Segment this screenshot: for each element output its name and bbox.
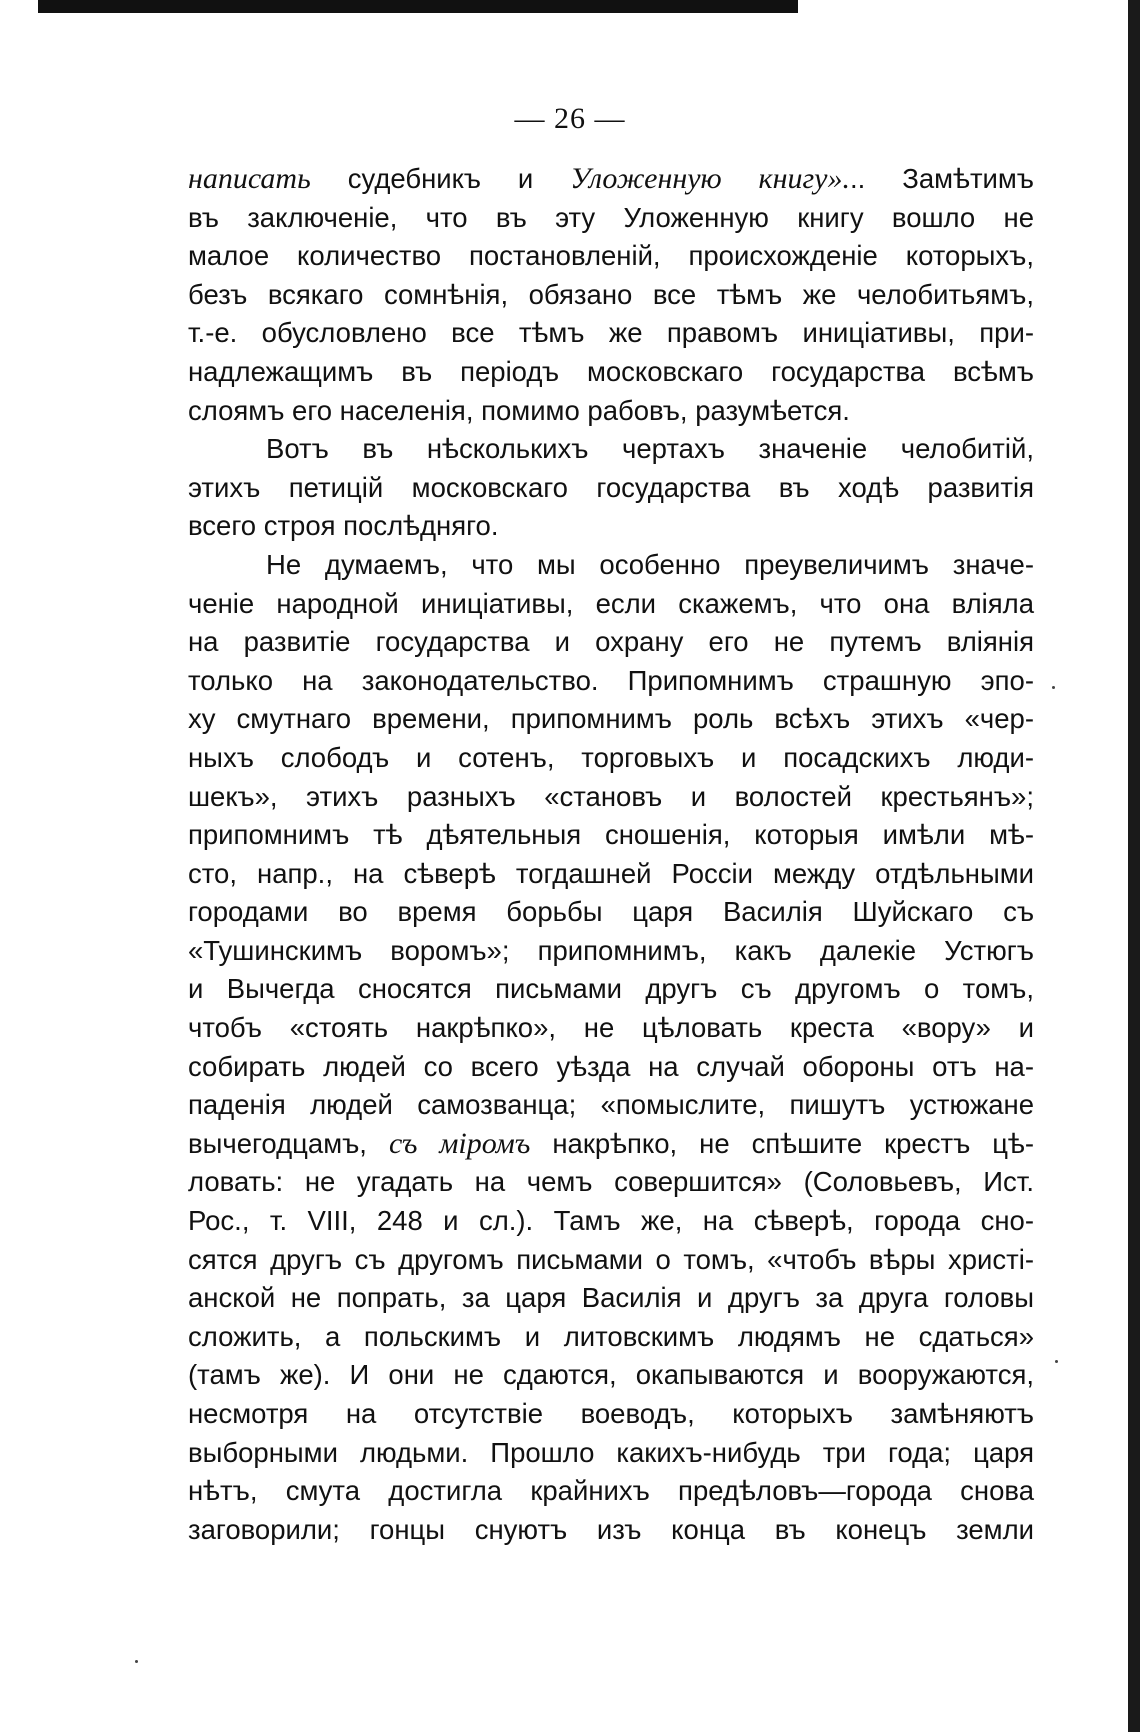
text-run: (тамъ же). И они не сдаются, окапываются и вооружаются, <box>188 1359 1034 1391</box>
text-line <box>188 237 1034 276</box>
text-line <box>188 507 1034 546</box>
top-border-rule <box>38 0 798 10</box>
text-run: этихъ петицій московскаго государства въ ходѣ развитія <box>188 471 1034 503</box>
text-line <box>188 816 1034 855</box>
text-line <box>188 276 1034 315</box>
text-line <box>188 1241 1034 1280</box>
text-run: сто, напр., на сѣверѣ тогдашней Россіи между отдѣльными <box>188 857 1034 889</box>
text-run: несмотря на отсутствіе воеводъ, которыхъ замѣняютъ <box>188 1398 1034 1429</box>
text-run: малое количество постановленій, происхожденіе которыхъ, <box>188 240 1034 272</box>
text-run: «Тушинскимъ воромъ»; припомнимъ, какъ далекіе Устюгъ <box>188 934 1034 966</box>
text-run: надлежащимъ въ періодъ московскаго государства всѣмъ <box>188 355 1034 387</box>
text-run: шекъ», этихъ разныхъ «становъ и волостей крестьянъ»; <box>188 780 1034 812</box>
text-run: всего строя послѣдняго. <box>188 510 499 542</box>
text-run: сложить, а польскимъ и литовскимъ людямъ не сдаться» <box>188 1320 1034 1352</box>
text-line <box>188 1472 1034 1511</box>
text-run: Рос., т. VIII, 248 и сл.). Тамъ же, на сѣверѣ, города сно- <box>188 1205 1034 1237</box>
body-text <box>188 160 1034 1549</box>
text-run: ху смутнаго времени, припомнимъ роль всѣхъ этихъ «чер- <box>188 703 1034 735</box>
text-run: городами во время борьбы царя Василія Шуйскаго съ <box>188 896 1034 928</box>
text-run: безъ всякаго сомнѣнія, обязано все тѣмъ же челобитьямъ, <box>188 278 1034 310</box>
text-run: анской не попрать, за царя Василія и другъ за друга головы <box>188 1282 1034 1314</box>
text-run: .. Замѣтимъ <box>850 163 1034 194</box>
text-line <box>188 778 1034 817</box>
text-line <box>188 353 1034 392</box>
text-run: т.-е. обусловлено все тѣмъ же правомъ иниціативы, при- <box>188 317 1034 349</box>
text-line <box>188 469 1034 508</box>
text-line <box>188 430 1034 469</box>
text-line <box>188 1279 1034 1318</box>
text-run: припомнимъ тѣ дѣятельныя сношенія, которыя имѣли мѣ- <box>188 819 1034 851</box>
text-run: судебникъ и <box>310 163 571 194</box>
text-line <box>188 199 1034 238</box>
text-run: Вотъ въ нѣсколькихъ чертахъ значеніе челобитій, <box>266 433 1034 465</box>
text-line <box>188 1048 1034 1087</box>
text-run: собирать людей со всего уѣзда на случай обороны отъ на- <box>188 1050 1034 1082</box>
text-run: чтобъ «стоять накрѣпко», не цѣловать креста «вору» и <box>188 1012 1034 1044</box>
text-line <box>188 1356 1034 1395</box>
top-border-rule-thin <box>38 10 798 13</box>
text-line <box>188 623 1034 662</box>
text-line <box>188 1009 1034 1048</box>
text-run: выборными людьми. Прошло какихъ-нибудь три года; царя <box>188 1436 1034 1468</box>
text-run: нѣтъ, смута достигла крайнихъ предѣловъ—города снова <box>188 1475 1034 1507</box>
scan-speck <box>135 1660 138 1663</box>
text-run: паденія людей самозванца; «помыслите, пишутъ устюжане <box>188 1089 1034 1121</box>
text-line <box>188 1086 1034 1125</box>
text-line <box>188 160 1034 199</box>
text-line <box>188 314 1034 353</box>
italic-text: съ міромъ <box>388 1126 531 1160</box>
text-line <box>188 700 1034 739</box>
italic-text: написать <box>188 162 311 195</box>
text-line <box>188 1395 1034 1434</box>
text-line <box>188 1318 1034 1357</box>
text-line <box>188 1163 1034 1202</box>
text-line <box>188 1202 1034 1241</box>
scan-edge-shadow <box>1128 0 1140 1732</box>
scan-speck <box>1055 1360 1058 1363</box>
text-run: и Вычегда сносятся письмами другъ съ другомъ о томъ, <box>188 973 1034 1005</box>
text-run: въ заключеніе, что въ эту Уложенную книгу вошло не <box>188 201 1034 233</box>
text-line <box>188 932 1034 971</box>
text-line <box>188 1434 1034 1473</box>
text-line <box>188 1125 1034 1164</box>
scan-speck <box>1052 686 1055 689</box>
text-run: накрѣпко, не спѣшите крестъ цѣ- <box>530 1127 1035 1159</box>
text-run: ченіе народной иниціативы, если скажемъ, что она вліяла <box>188 587 1034 619</box>
text-line <box>188 662 1034 701</box>
text-line <box>188 585 1034 624</box>
text-line <box>188 739 1034 778</box>
text-line <box>188 970 1034 1009</box>
text-run: только на законодательство. Припомнимъ страшную эпо- <box>188 664 1034 696</box>
text-run: Не думаемъ, что мы особенно преувеличимъ значе- <box>266 548 1034 580</box>
page-number: — 26 — <box>514 102 626 135</box>
text-run: ловать: не угадать на чемъ совершится» (Соловьевъ, Ист. <box>188 1166 1034 1198</box>
text-run: сятся другъ съ другомъ письмами о томъ, «чтобъ вѣры христі- <box>188 1243 1034 1275</box>
italic-text: Уложенную книгу». <box>570 162 850 195</box>
text-run: на развитіе государства и охрану его не путемъ вліянія <box>188 626 1034 658</box>
text-run: ныхъ слободъ и сотенъ, торговыхъ и посадскихъ люди- <box>188 741 1034 773</box>
text-run: заговорили; гонцы снуютъ изъ конца въ конецъ земли <box>188 1513 1034 1545</box>
text-run: вычегодцамъ, <box>188 1127 389 1159</box>
text-line <box>188 546 1034 585</box>
text-run: слоямъ его населенія, помимо рабовъ, разумѣется. <box>188 394 850 426</box>
text-line <box>188 1511 1034 1550</box>
text-line <box>188 893 1034 932</box>
text-line <box>188 855 1034 894</box>
text-line <box>188 392 1034 431</box>
